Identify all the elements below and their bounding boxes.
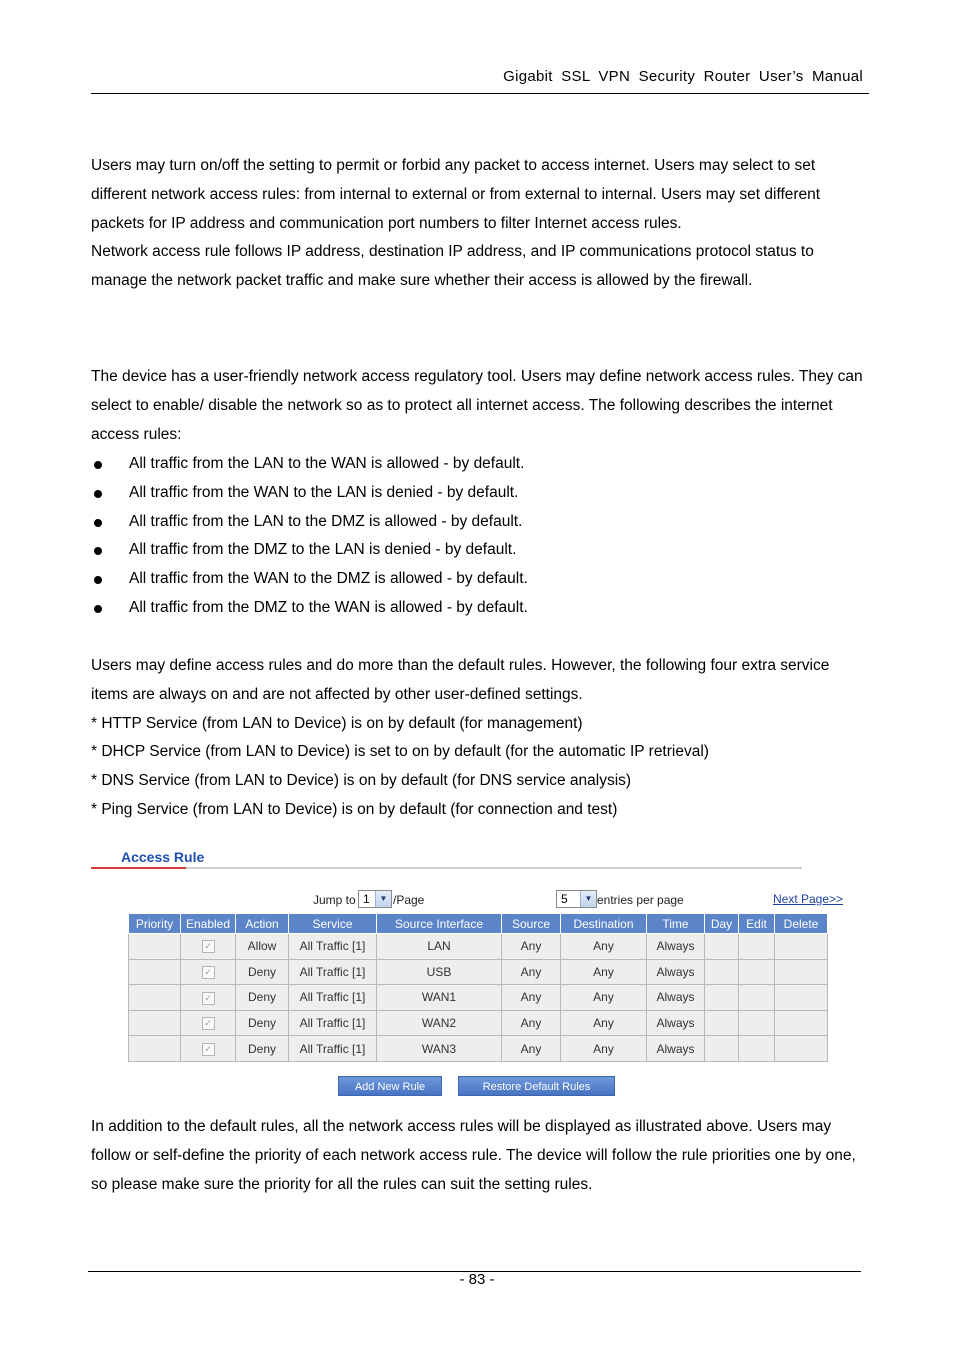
priority-cell: [129, 985, 181, 1011]
source-cell: Any: [502, 985, 561, 1011]
add-new-rule-button[interactable]: Add New Rule: [338, 1076, 442, 1096]
action-cell: Deny: [236, 1036, 289, 1062]
day-cell: [705, 934, 739, 960]
action-cell: Deny: [236, 1010, 289, 1036]
source-cell: Any: [502, 1010, 561, 1036]
bullet-icon: [94, 547, 102, 555]
enabled-cell: [181, 959, 236, 985]
list-item: All traffic from the WAN to the LAN is denied - by default.: [91, 479, 791, 508]
time-cell: Always: [647, 1010, 705, 1036]
delete-cell: [775, 959, 828, 985]
enabled-cell: [181, 1010, 236, 1036]
destination-cell: Any: [561, 1036, 647, 1062]
column-header-delete: Delete: [775, 914, 828, 934]
title-underline-accent: [91, 867, 186, 869]
enabled-checkbox[interactable]: ✓: [202, 992, 215, 1005]
enabled-checkbox[interactable]: ✓: [202, 966, 215, 979]
entries-select-value: 5: [561, 892, 568, 906]
chevron-down-icon[interactable]: ▼: [580, 891, 596, 907]
bullet-icon: [94, 490, 102, 498]
column-header-action: Action: [236, 914, 289, 934]
bullet-icon: [94, 461, 102, 469]
intro-paragraph: [91, 152, 866, 296]
services-paragraph: [91, 652, 866, 825]
column-header-priority: Priority: [129, 914, 181, 934]
delete-cell: [775, 1036, 828, 1062]
chevron-down-icon[interactable]: ▼: [375, 891, 391, 907]
intro-paragraph-a: Users may turn on/off the setting to permit or forbid any packet to access internet. Users may select to set different network access rules: from internal to external or from external to internal. Users may set different packets for IP address and communication port numbers to filter Internet access rules.: [91, 157, 821, 232]
service-cell: All Traffic [1]: [289, 934, 377, 960]
list-item: All traffic from the DMZ to the WAN is allowed - by default.: [91, 594, 791, 623]
column-header-source-interface: Source Interface: [377, 914, 502, 934]
page-label: /Page: [393, 893, 425, 907]
enabled-cell: [181, 985, 236, 1011]
day-cell: [705, 959, 739, 985]
table-row: [129, 1036, 828, 1062]
enabled-cell: [181, 1036, 236, 1062]
service-cell: All Traffic [1]: [289, 1010, 377, 1036]
enabled-checkbox[interactable]: ✓: [202, 1017, 215, 1030]
enabled-checkbox[interactable]: ✓: [202, 1043, 215, 1056]
entries-per-page-label: entries per page: [597, 893, 684, 907]
bullet-icon: [94, 576, 102, 584]
action-cell: Deny: [236, 959, 289, 985]
list-item: All traffic from the WAN to the DMZ is allowed - by default.: [91, 565, 791, 594]
service-cell: All Traffic [1]: [289, 1036, 377, 1062]
manual-title: Gigabit SSL VPN Security Router User’s Manual: [503, 68, 863, 85]
priority-cell: [129, 1036, 181, 1062]
jump-to-label: Jump to: [313, 893, 356, 907]
source-cell: Any: [502, 1036, 561, 1062]
intro-paragraph-b: Network access rule follows IP address, destination IP address, and IP communications protocol status to manage the network packet traffic and make sure whether their access is allowed by the firewall.: [91, 243, 814, 290]
source-interface-cell: USB: [377, 959, 502, 985]
source-interface-cell: WAN3: [377, 1036, 502, 1062]
tool-paragraph: The device has a user-friendly network access regulatory tool. Users may define network access rules. They can select to enable/ disable the network so as to protect all internet access. The following describes the internet access rules:: [91, 368, 863, 443]
source-cell: Any: [502, 934, 561, 960]
edit-cell: [739, 959, 775, 985]
service-line-dhcp: * DHCP Service (from LAN to Device) is set to on by default (for the automatic IP retrieval): [91, 743, 709, 761]
destination-cell: Any: [561, 1010, 647, 1036]
delete-cell: [775, 934, 828, 960]
next-page-link[interactable]: Next Page>>: [773, 892, 844, 906]
source-cell: Any: [502, 959, 561, 985]
column-header-source: Source: [502, 914, 561, 934]
page-select[interactable]: [358, 890, 392, 908]
column-header-destination: Destination: [561, 914, 647, 934]
bullet-icon: [94, 605, 102, 613]
user-rules-text: Users may define access rules and do more than the default rules. However, the following four extra service items are always on and are not affected by other user-defined settings.: [91, 657, 830, 703]
column-header-time: Time: [647, 914, 705, 934]
destination-cell: Any: [561, 959, 647, 985]
action-cell: Allow: [236, 934, 289, 960]
delete-cell: [775, 985, 828, 1011]
default-rules-list: [91, 450, 791, 623]
destination-cell: Any: [561, 934, 647, 960]
priority-cell: [129, 1010, 181, 1036]
table-row: [129, 934, 828, 960]
edit-cell: [739, 1010, 775, 1036]
destination-cell: Any: [561, 985, 647, 1011]
edit-cell: [739, 1036, 775, 1062]
list-item: All traffic from the DMZ to the LAN is denied - by default.: [91, 536, 791, 565]
time-cell: Always: [647, 985, 705, 1011]
table-row: [129, 985, 828, 1011]
page-select-value: 1: [363, 892, 370, 906]
source-interface-cell: LAN: [377, 934, 502, 960]
page-header: [91, 66, 869, 94]
edit-cell: [739, 985, 775, 1011]
list-item: All traffic from the LAN to the DMZ is allowed - by default.: [91, 508, 791, 537]
page-number: - 83 -: [459, 1271, 495, 1288]
time-cell: Always: [647, 959, 705, 985]
service-line-ping: * Ping Service (from LAN to Device) is on by default (for connection and test): [91, 800, 618, 818]
entries-per-page-select[interactable]: [556, 890, 597, 908]
column-header-service: Service: [289, 914, 377, 934]
enabled-checkbox[interactable]: ✓: [202, 940, 215, 953]
delete-cell: [775, 1010, 828, 1036]
priority-cell: [129, 959, 181, 985]
table-row: [129, 959, 828, 985]
day-cell: [705, 985, 739, 1011]
priority-cell: [129, 934, 181, 960]
day-cell: [705, 1036, 739, 1062]
source-interface-cell: WAN1: [377, 985, 502, 1011]
day-cell: [705, 1010, 739, 1036]
table-header-row: [129, 914, 828, 934]
source-interface-cell: WAN2: [377, 1010, 502, 1036]
column-header-enabled: Enabled: [181, 914, 236, 934]
service-cell: All Traffic [1]: [289, 985, 377, 1011]
access-rule-table: [128, 913, 828, 1062]
enabled-cell: [181, 934, 236, 960]
time-cell: Always: [647, 1036, 705, 1062]
title-underline: [186, 867, 802, 869]
table-row: [129, 1010, 828, 1036]
time-cell: Always: [647, 934, 705, 960]
bullet-icon: [94, 519, 102, 527]
column-header-day: Day: [705, 914, 739, 934]
service-line-dns: * DNS Service (from LAN to Device) is on by default (for DNS service analysis): [91, 772, 632, 790]
edit-cell: [739, 934, 775, 960]
closing-paragraph: In addition to the default rules, all the network access rules will be displayed as illustrated above. Users may follow or self-define the priority of each network access rule. The device will follow the rule priorities one by one, so please make sure the priority for all the rules can suit the setting rules.: [91, 1118, 856, 1193]
access-rule-title: Access Rule: [121, 849, 205, 865]
restore-default-rules-button[interactable]: Restore Default Rules: [458, 1076, 615, 1096]
service-line-http: * HTTP Service (from LAN to Device) is on by default (for management): [91, 714, 583, 732]
list-item: All traffic from the LAN to the WAN is allowed - by default.: [91, 450, 791, 479]
action-cell: Deny: [236, 985, 289, 1011]
service-cell: All Traffic [1]: [289, 959, 377, 985]
column-header-edit: Edit: [739, 914, 775, 934]
